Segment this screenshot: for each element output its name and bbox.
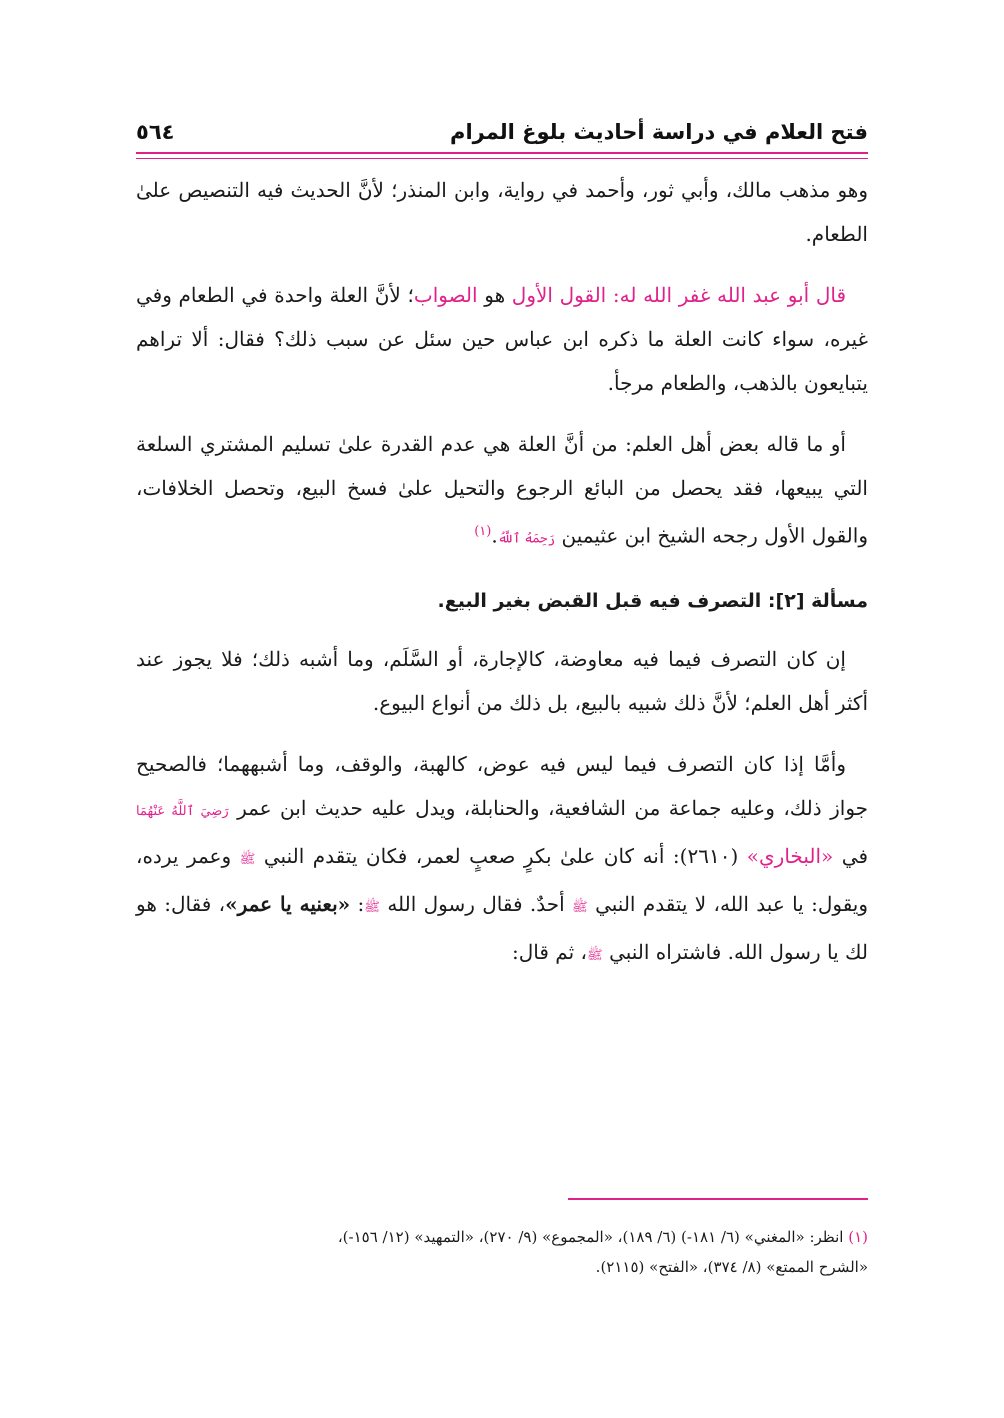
text-segment: في bbox=[841, 843, 869, 868]
first-view: القول الأول bbox=[511, 283, 607, 307]
paragraph-3 bbox=[136, 422, 868, 562]
text-segment: (٢٦١٠): أنه كان علىٰ بكرٍ صعبٍ لعمر، فكان يتقدم النبي bbox=[263, 843, 739, 868]
paragraph-2 bbox=[136, 273, 868, 405]
footnote-marker[interactable]: (١) bbox=[474, 524, 492, 539]
footnote bbox=[136, 1222, 868, 1282]
book-reference: «البخاري» bbox=[746, 843, 834, 868]
is-text: هو bbox=[484, 283, 506, 307]
paragraph-text: أو ما قاله بعض أهل العلم: من أنَّ العلة هي عدم القدرة علىٰ تسليم المشتري السلعة التي يبيعها، فقد يحصل من البائع الرجوع والتحيل علىٰ فسخ البيع، وتحصل الخلافات، والقول الأول رجحه الشيخ ابن عثيمين bbox=[136, 432, 868, 548]
text-segment: ، فقال: هو لك يا رسول الله. فاشتراه النبي bbox=[136, 891, 868, 964]
book-title: فتح العلام في دراسة أحاديث بلوغ المرام bbox=[450, 120, 868, 144]
footnote-line-2: «الشرح الممتع» (٨/ ٣٧٤)، «الفتح» (٢١١٥). bbox=[595, 1258, 868, 1276]
paragraph-5 bbox=[136, 742, 868, 978]
footnote-number: (١) bbox=[848, 1228, 868, 1246]
footnote-line-1 bbox=[136, 1222, 868, 1252]
paragraph-text: وهو مذهب مالك، وأبي ثور، وأحمد في رواية، وابن المنذر؛ لأنَّ الحديث فيه التنصيص علىٰ الطعام. bbox=[136, 178, 868, 246]
header-rule bbox=[136, 152, 868, 154]
paragraph-4 bbox=[136, 637, 868, 725]
text-segment: وعمر يرده، ويقول: يا عبد الله، لا يتقدم النبي bbox=[136, 843, 869, 916]
footnote-text: انظر: «المغني» (٦/ ١٨١-) (٦/ ١٨٩)، «المجموع» (٩/ ٢٧٠)، «التمهيد» (١٢/ ١٥٦-)، bbox=[337, 1228, 844, 1246]
text-segment: وأمَّا إذا كان التصرف فيما ليس فيه عوض، كالهبة، والوقف، وما أشبههما؛ فالصحيح جواز ذلك، وعليه جماعة من الشافعية، والحنابلة، ويدل عليه حديث ابن عمر bbox=[136, 751, 869, 820]
issue-heading bbox=[136, 579, 868, 623]
correct-text: الصواب bbox=[413, 283, 478, 307]
text-segment: أحدٌ. فقال رسول الله bbox=[387, 891, 565, 916]
honorific: ﷺ bbox=[364, 899, 380, 915]
page-number: ٥٦٤ bbox=[136, 120, 175, 144]
honorific: رَحِمَهُ ٱللَّهُ bbox=[497, 531, 556, 547]
issue-title: التصرف فيه قبل القبض بغير البيع. bbox=[437, 589, 762, 612]
header-rule-thin bbox=[136, 158, 868, 159]
paragraph-text: إن كان التصرف فيما فيه معاوضة، كالإجارة، أو السَّلَم، وما أشبه ذلك؛ فلا يجوز عند أكثر أهل العلم؛ لأنَّ ذلك شبيه بالبيع، بل ذلك من أنواع البيوع. bbox=[136, 646, 868, 715]
paragraph-1 bbox=[136, 168, 868, 256]
honorific: ﷺ bbox=[586, 947, 603, 963]
period: . bbox=[491, 523, 498, 548]
text-segment: : bbox=[357, 891, 365, 916]
honorific: ﷺ bbox=[239, 851, 256, 867]
honorific: رَضِيَ ٱللَّهُ عَنْهُمَا bbox=[136, 803, 229, 819]
honorific: ﷺ bbox=[572, 899, 588, 915]
page-body bbox=[136, 168, 868, 995]
paragraph-text: ؛ لأنَّ العلة واحدة في الطعام وفي غيره، سواء كانت العلة ما ذكره ابن عباس حين سئل عن سبب ذلك؟ فقال: ألا تراهم يتبايعون بالذهب، والطعام مرجأ. bbox=[136, 283, 868, 395]
issue-label: مسألة [٢]: bbox=[767, 589, 868, 612]
hadith-quote: «بعنيه يا عمر» bbox=[225, 891, 351, 916]
running-header bbox=[136, 118, 868, 152]
footnote-rule bbox=[568, 1198, 868, 1200]
text-segment: ، ثم قال: bbox=[512, 939, 587, 964]
author-statement: قال أبو عبد الله غفر الله له: bbox=[612, 283, 847, 307]
